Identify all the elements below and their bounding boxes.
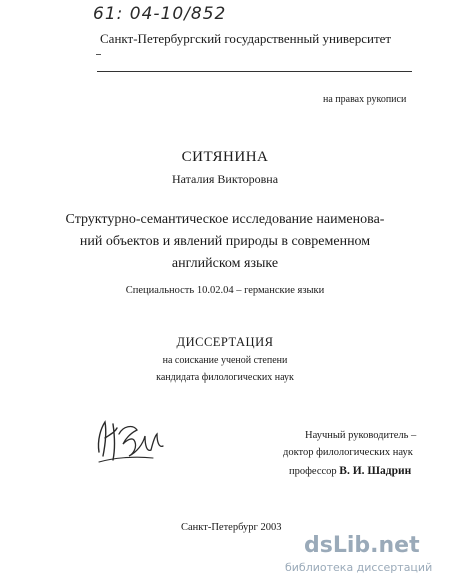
supervisor-degree: доктор филологических наук <box>283 447 413 458</box>
title-line-3: английском языке <box>171 256 279 271</box>
supervisor-line <box>289 465 411 477</box>
degree-line-2: кандидата филологических наук <box>156 372 294 383</box>
degree-line-1: на соискание ученой степени <box>162 355 288 366</box>
supervisor-title: профессор <box>289 466 340 477</box>
title-line-2: ний объектов и явлений природы в современном <box>79 234 371 249</box>
supervisor-role: Научный руководитель – <box>305 430 417 441</box>
supervisor-name: В. И. Шадрин <box>339 465 412 477</box>
author-surname: СИТЯНИНА <box>181 149 269 165</box>
signature-icon <box>93 412 168 470</box>
document-type: ДИССЕРТАЦИЯ <box>176 335 274 349</box>
divider-tick <box>96 54 101 55</box>
watermark-logo: dsLib.net <box>304 533 420 558</box>
archive-stamp-number: 61: 04-10/852 <box>93 4 227 24</box>
author-names: Наталия Викторовна <box>171 172 279 186</box>
header-divider <box>97 71 412 72</box>
title-line-1: Структурно-семантическое исследование наименова- <box>65 212 385 227</box>
university-name: Санкт-Петербургский государственный университет <box>100 31 392 46</box>
specialty: Специальность 10.02.04 – германские языки <box>125 285 325 296</box>
rights-note: на правах рукописи <box>323 94 407 105</box>
watermark-subtitle: библиотека диссертаций <box>285 561 433 574</box>
watermark <box>268 531 450 582</box>
city-year: Санкт-Петербург 2003 <box>181 522 282 533</box>
